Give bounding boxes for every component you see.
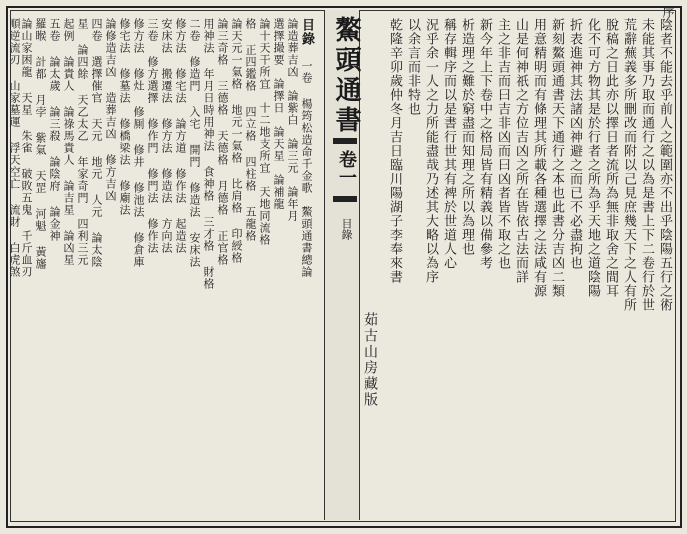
toc-column: 格 正四鑑格 四立格 四柱格 五龍格 <box>244 18 257 242</box>
toc-column: 選擇撮要 論擇日 論天星 論補龍 <box>272 18 285 210</box>
book-title: 鰲頭通書 <box>331 16 361 136</box>
preface-column: 折表進神其法諸凶神避之而已不必盡拘也 <box>567 18 582 270</box>
preface-column: 未能其事乃取而通行之以為是書上下二卷行於世 <box>639 18 654 312</box>
preface-column: 主之非吉而曰吉非凶而曰凶者皆不取之也 <box>495 18 510 270</box>
toc-column: 二卷 修造門 入宅 開門 修造法 安床法 <box>188 18 201 268</box>
preface-column: 析造理之難於窮盡而知理之所以為理也 <box>459 18 474 256</box>
toc-column: 論三奇格 三德格 天德格 月德格 正官格 <box>216 18 229 266</box>
toc-column: 安床法 搬遷法 修方法 修造法 方向法 <box>160 18 173 254</box>
volume-label: 卷一 <box>336 150 357 186</box>
section-label: 目錄 <box>340 218 353 240</box>
toc-column: 論山家困龍 天星 朱雀 破敗五鬼 千斤血刃 <box>20 18 33 278</box>
toc-column: 起例 論貴人 論祿馬貴人 論吉星 論凶星 <box>62 18 75 266</box>
preface-column: 以余言而非特也 <box>405 18 420 116</box>
toc-column: 四卷 選擇催官 天元 地元 人元 論太陰 <box>90 18 103 268</box>
publisher-seal-text: 茹古山房藏版 <box>362 312 378 408</box>
preface-column: 化不可方物其是於行者之所為乎天地之道陰陽 <box>585 18 600 298</box>
preface-column: 脫稿之日此亦以擇日者流所為無非取舍之間耳 <box>603 18 618 298</box>
preface-column: 陰者不能去乎前人之範圍亦不出乎陰陽五行之術 <box>657 18 672 312</box>
toc-column: 論修造吉凶 造葬吉凶 修方吉凶 <box>104 18 117 202</box>
preface-column: 荒辭蕪義多所刪改而附以己見庶幾天下之人有所 <box>621 18 636 312</box>
toc-heading: 目錄 <box>299 18 314 46</box>
toc-column: 一卷 楊筠松造命千金歌 鰲頭通書總論 <box>300 60 313 278</box>
toc-column: 三卷 修方選擇 修作門 修門法 修作法 <box>146 18 159 254</box>
fish-tail-mark-upper <box>333 138 357 144</box>
toc-column: 羅睺 計都 月孛 紫氣 天罡 河魁 黃旛 <box>34 18 47 270</box>
toc-column: 星 論四餘 天乙太乙 年家奇門 四利三元 <box>76 18 89 266</box>
toc-column: 用神法 年月日時用神法 食神格 三才格 財格 <box>202 18 215 290</box>
preface-column: 乾隆辛卯歲仲冬月吉日臨川陽湖子李奉來書 <box>387 18 402 284</box>
preface-column: 用意精明而有條理其所載各種選擇之法咸有源 <box>531 18 546 298</box>
toc-column: 修方法 修灶 修厠 修井 修池法 修倉庫 <box>132 18 145 268</box>
preface-column: 山是何神祇之方位吉凶之所在皆依古法而詳 <box>513 18 528 284</box>
toc-column: 修宅法 修墓法 修橋梁法 修廟法 <box>118 18 131 216</box>
toc-column: 論天元一氣格 地元一氣格 比肩格 印綬格 <box>230 18 243 264</box>
preface-column: 況乎余一人之力所能盡哉乃述其大略以為序 <box>423 18 438 284</box>
preface-label: 序 <box>661 6 675 18</box>
preface-column: 新今年上下卷中之格局皆有精義以備參考 <box>477 18 492 270</box>
fish-tail-mark-lower <box>333 196 357 202</box>
toc-column: 五卷 論太歲 論三殺 論陰府 論金神 <box>48 18 61 242</box>
toc-column: 修方法 修宅法 論方道 修作法 起造法 <box>174 18 187 254</box>
toc-column: 論十天干所宜 十二地支所宜 天地同流格 <box>258 18 271 246</box>
toc-column: 順逆流刃 山家墓運 浮天空亡 流財 白虎煞 <box>8 18 21 278</box>
preface-column: 稱存輯序而以是書行世其有裨於世道人心 <box>441 18 456 270</box>
preface-column: 新刻鰲頭通書天下通行之本也此書分吉凶二類 <box>549 18 564 298</box>
toc-column: 論造葬吉凶 論紫白 論三元 論年月 <box>286 18 299 222</box>
